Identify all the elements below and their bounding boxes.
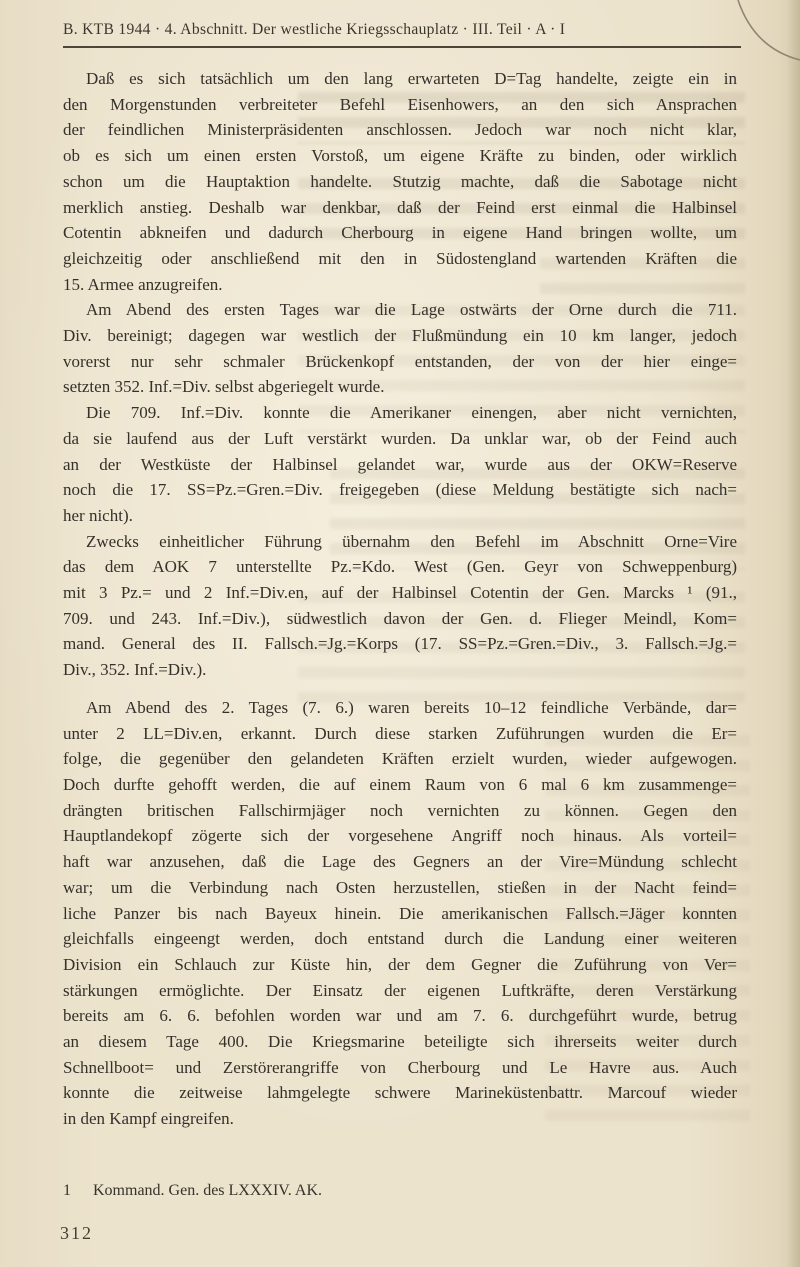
paragraph xyxy=(63,297,737,400)
footnote-marker: 1 xyxy=(63,1182,71,1199)
text-line: Zwecks einheitlicher Führung übernahm den Befehl im Abschnitt Orne=Vire xyxy=(86,531,737,551)
text-line: gleichzeitig oder anschließend mit den in Südostengland wartenden Kräften die xyxy=(63,248,737,268)
paragraph xyxy=(63,529,737,683)
text-line: haft war anzusehen, daß die Lage des Gegners an der Vire=Mündung schlecht xyxy=(63,852,737,872)
text-line: Doch durfte gehofft werden, die auf einem Raum von 6 mal 6 km zusammenge= xyxy=(63,774,737,794)
text-line: 709. und 243. Inf.=Div.), südwestlich davon der Gen. d. Flieger Meindl, Kom= xyxy=(63,608,737,628)
text-line: in den Kampf eingreifen. xyxy=(63,1109,234,1129)
text-line: bereits am 6. 6. befohlen worden war und am 7. 6. durchgeführt wurde, betrug xyxy=(63,1006,737,1026)
text-line: Die 709. Inf.=Div. konnte die Amerikaner einengen, aber nicht vernichten, xyxy=(86,403,737,423)
text-line: vorerst nur sehr schmaler Brückenkopf entstanden, der von der hier einge= xyxy=(63,351,737,371)
footnote-text: Kommand. Gen. des LXXXIV. AK. xyxy=(93,1182,323,1199)
text-line: Am Abend des 2. Tages (7. 6.) waren bereits 10–12 feindliche Verbände, dar= xyxy=(86,697,737,717)
text-line: setzten 352. Inf.=Div. selbst abgeriegelt wurde. xyxy=(63,377,385,397)
text-line: folge, die gegenüber den gelandeten Kräften erzielt wurden, wieder aufgewogen. xyxy=(63,749,737,769)
text-line: Cotentin abkneifen und dadurch Cherbourg in eigene Hand bringen wollte, um xyxy=(63,223,737,243)
text-line: Daß es sich tatsächlich um den lang erwarteten D=Tag handelte, zeigte ein in xyxy=(86,69,737,88)
text-line: der feindlichen Ministerpräsidenten anschlossen. Jedoch war noch nicht klar, xyxy=(63,120,737,140)
text-line: war; um die Verbindung nach Osten herzustellen, stießen in der Nacht feind= xyxy=(63,877,737,897)
text-line: gleichfalls eingeengt werden, doch entstand durch die Landung einer weiteren xyxy=(63,929,737,949)
footnote xyxy=(63,1182,737,1200)
text-line: Div. bereinigt; dagegen war westlich der Flußmündung ein 10 km langer, jedoch xyxy=(63,326,737,346)
page-header: B. KTB 1944 · 4. Abschnitt. Der westliche Kriegsschauplatz · III. Teil · A · I xyxy=(63,21,566,38)
text-line: Division ein Schlauch zur Küste hin, der dem Gegner die Zuführung von Ver= xyxy=(63,954,737,974)
text-line: stärkungen ermöglichte. Der Einsatz der eigenen Luftkräfte, deren Verstärkung xyxy=(63,980,737,1000)
text-line: ob es sich um einen ersten Vorstoß, um eigene Kräfte zu binden, oder wirklich xyxy=(63,146,737,166)
paragraph xyxy=(63,695,737,1132)
paragraph xyxy=(63,400,737,529)
text-line: da sie laufend aus der Luft verstärkt wurden. Da unklar war, ob der Feind auch xyxy=(63,428,737,448)
text-line: Schnellboot= und Zerstörerangriffe von Cherbourg und Le Havre aus. Auch xyxy=(63,1057,737,1077)
page-edge-shadow xyxy=(786,0,800,1267)
text-line: an diesem Tage 400. Die Kriegsmarine beteiligte sich ihrerseits weiter durch xyxy=(63,1032,737,1052)
text-line: liche Panzer bis nach Bayeux hinein. Die amerikanischen Fallsch.=Jäger konnten xyxy=(63,903,737,923)
page-number: 312 xyxy=(60,1223,93,1243)
text-line: noch die 17. SS=Pz.=Gren.=Div. freigegeben (diese Meldung bestätigte sich nach= xyxy=(63,480,737,500)
text-line: den Morgenstunden verbreiteter Befehl Eisenhowers, an den sich Ansprachen xyxy=(63,94,737,114)
text-line: an der Westküste der Halbinsel gelandet war, wurde aus der OKW=Reserve xyxy=(63,454,737,474)
paragraphs xyxy=(63,66,737,1132)
text-line: merklich anstieg. Deshalb war denkbar, daß der Feind erst einmal die Halbinsel xyxy=(63,197,737,217)
text-line: Hauptlandekopf zögerte sich der vorgesehene Angriff noch hinaus. Als vorteil= xyxy=(63,826,737,846)
text-line: 15. Armee anzugreifen. xyxy=(63,274,223,294)
text-line: her nicht). xyxy=(63,505,133,525)
text-line: konnte die zeitweise lahmgelegte schwere Marineküstenbattr. Marcouf wieder xyxy=(63,1083,737,1103)
text-line: unter 2 LL=Div.en, erkannt. Durch diese starken Zuführungen wurden die Er= xyxy=(63,723,737,743)
header-rule xyxy=(63,46,741,48)
text-line: Div., 352. Inf.=Div.). xyxy=(63,660,207,680)
text-line: mand. General des II. Fallsch.=Jg.=Korps (17. SS=Pz.=Gren.=Div., 3. Fallsch.=Jg.= xyxy=(63,634,737,654)
text-line: das dem AOK 7 unterstellte Pz.=Kdo. West (Gen. Geyr von Schweppenburg) xyxy=(63,557,737,577)
text-line: drängten britischen Fallschirmjäger noch vernichten zu können. Gegen den xyxy=(63,800,737,820)
text-line: schon um die Hauptaktion handelte. Stutzig machte, daß die Sabotage nicht xyxy=(63,171,737,191)
text-line: mit 3 Pz.= und 2 Inf.=Div.en, auf der Halbinsel Cotentin der Gen. Marcks ¹ (91., xyxy=(63,583,737,603)
paragraph xyxy=(63,66,737,297)
text-line: Am Abend des ersten Tages war die Lage ostwärts der Orne durch die 711. xyxy=(86,300,737,320)
